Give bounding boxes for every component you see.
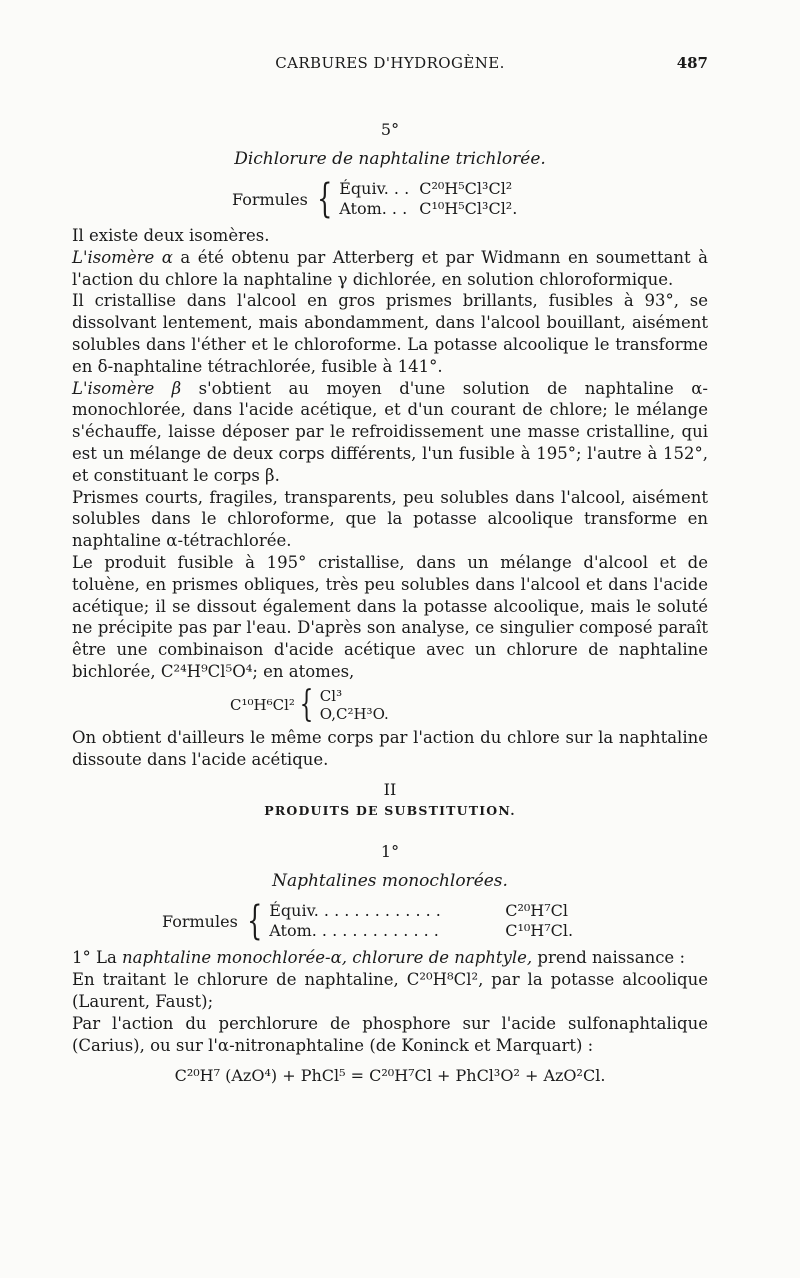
brace-icon: { (316, 176, 333, 222)
formula-block-2 (162, 898, 708, 945)
paragraph: Par l'action du perchlorure de phosphore sur l'acide sulfonaphtalique (Carius), ou sur l'α-nitronaphtaline (de Koninck et Marquart) : (72, 1013, 708, 1055)
brace-icon: { (246, 898, 263, 945)
brace-icon: { (299, 683, 314, 725)
document-page (72, 54, 708, 1085)
section-number: 1° (380, 842, 400, 862)
page-number: 487 (676, 54, 708, 72)
paragraph: On obtient d'ailleurs le même corps par l'action du chlore sur la naphtaline dissoute dans l'acide acétique. (72, 727, 708, 769)
paragraph: 1° La naphtaline monochlorée-α, chlorure de naphtyle, prend naissance : (72, 948, 685, 968)
part-number: II (383, 780, 397, 800)
paragraph: L'isomère α a été obtenu par Atterberg et par Widmann en soumettant à l'action du chlore la naphtaline γ dichlorée, en solution chloroformique. (72, 247, 708, 289)
paragraph: L'isomère β s'obtient au moyen d'une solution de naphtaline α-monochlorée, dans l'acide acétique, et d'un courant de chlore; le mélange s'échauffe, laisse déposer par le refroidissement une masse cristalline, qui est un mélange de deux corps différents, l'un fusible à 195°; l'autre à 152°, et constituant le corps β. (72, 378, 708, 485)
chemical-equation: C²⁰H⁷ (AzO⁴) + PhCl⁵ = C²⁰H⁷Cl + PhCl³O² + AzO²Cl. (174, 1066, 606, 1086)
paragraph: Le produit fusible à 195° cristallise, dans un mélange d'alcool et de toluène, en prismes obliques, très peu solubles dans l'alcool et dans l'acide acétique; il se dissout également dans la potasse alcoolique, mais le soluté ne précipite pas par l'eau. D'après son analyse, ce singulier composé paraît être une combinaison d'acide acétique avec un chlorure de naphtaline bichlorée, C²⁴H⁹Cl⁵O⁴; en atomes, (72, 552, 708, 681)
paragraph: Il existe deux isomères. (72, 226, 270, 245)
formula-row: Atom. . . C¹⁰H⁵Cl³Cl². (339, 199, 518, 218)
page-header (72, 54, 708, 80)
running-title: CARBURES D'HYDROGÈNE. (275, 54, 505, 72)
section-title: Dichlorure de naphtaline trichlorée. (234, 149, 546, 169)
paragraph: Prismes courts, fragiles, transparents, peu solubles dans l'alcool, aisément solubles dans le chloroforme, que la potasse alcoolique transforme en naphtaline α-tétrachlorée. (72, 487, 708, 551)
formula-row: Équiv. . . C²⁰H⁵Cl³Cl² (339, 179, 513, 198)
formula-top: Cl³ (319, 686, 343, 705)
formula-row: Atom. . . . . . . . . . . . . C¹⁰H⁷Cl. (269, 921, 574, 941)
section-title: Naphtalines monochlorées. (272, 871, 508, 892)
formula-block-1 (232, 176, 708, 222)
paragraph: En traitant le chlorure de naphtaline, C²⁰H⁸Cl², par la potasse alcoolique (Laurent, Faust); (72, 970, 708, 1011)
formulas-label: Formules (232, 189, 308, 209)
paragraph: Il cristallise dans l'alcool en gros prismes brillants, fusibles à 93°, se dissolvant lentement, mais abondamment, dans l'alcool bouillant, aisément solubles dans l'éther et le chloroforme. La potasse alcoolique le transforme en δ-naphtaline tétrachlorée, fusible à 141°. (72, 291, 708, 376)
formula-row: Équiv. . . . . . . . . . . . . C²⁰H⁷Cl (269, 901, 569, 921)
atom-formula (230, 683, 708, 725)
formula-base: C¹⁰H⁶Cl² (230, 695, 295, 714)
formula-bottom: O,C²H³O. (319, 704, 389, 723)
part-subtitle: PRODUITS DE SUBSTITUTION. (264, 803, 516, 819)
formulas-label: Formules (162, 911, 238, 931)
section-number: 5° (380, 120, 400, 139)
